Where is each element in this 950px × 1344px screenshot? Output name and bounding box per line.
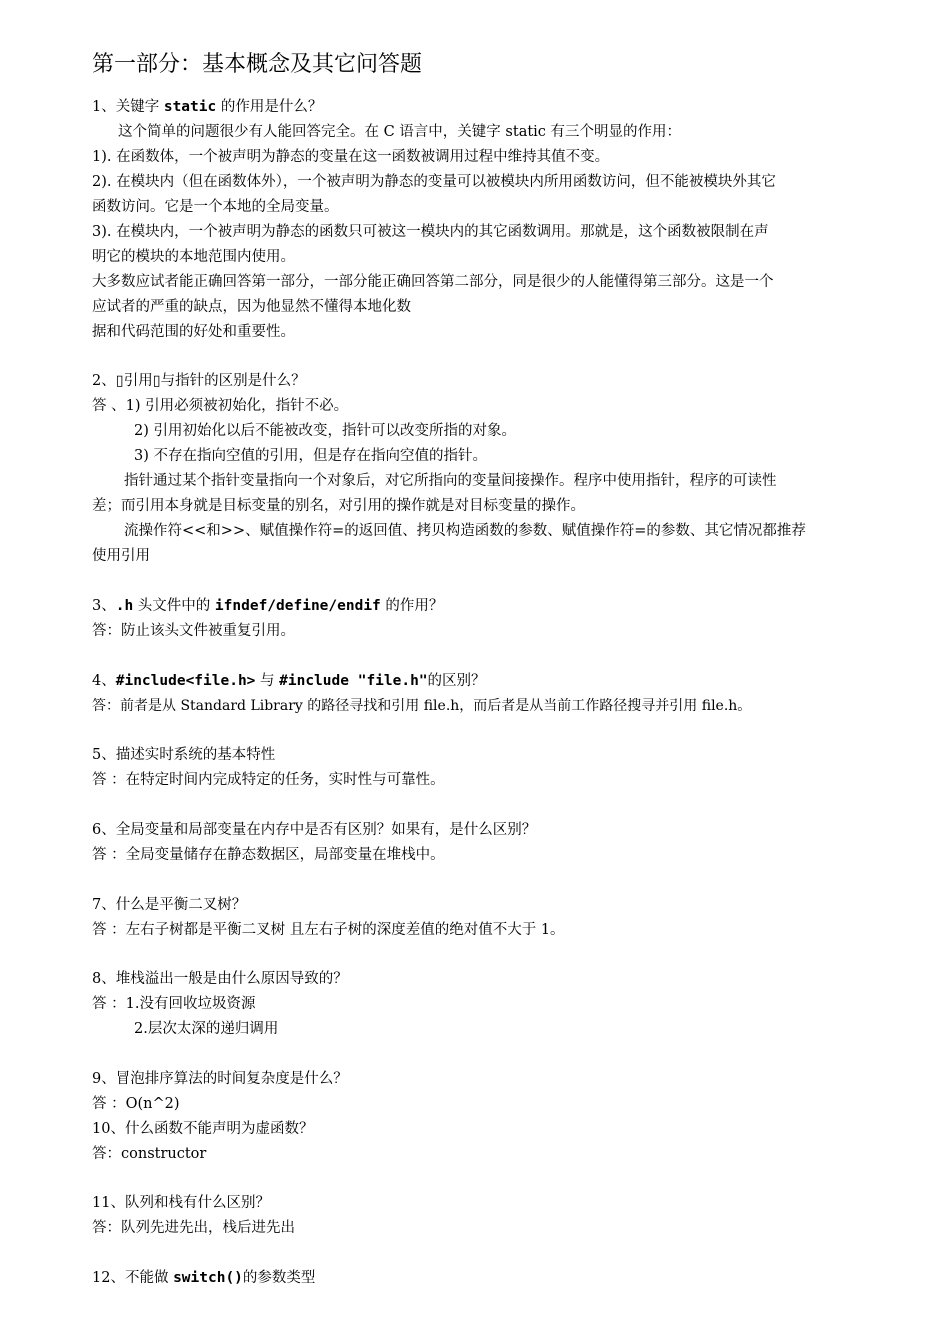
answer-line: 流操作符<<和>>、赋值操作符=的返回值、拷贝构造函数的参数、赋值操作符=的参数、其它情况都推荐 [124, 523, 806, 539]
question-10: 10、什么函数不能声明为虚函数？ [92, 1121, 314, 1137]
answer-line: 据和代码范围的好处和重要性。 [92, 324, 295, 340]
answer-line: 差；而引用本身就是目标变量的别名，对引用的操作就是对目标变量的操作。 [92, 498, 585, 514]
question-4 [92, 671, 486, 691]
question-9: 9、冒泡排序算法的时间复杂度是什么？ [92, 1071, 348, 1087]
answer-line: 答：constructor [92, 1146, 207, 1162]
q3-prefix: 3、 [92, 598, 116, 614]
q3-code-ifndef: ifndef/define/endif [214, 598, 381, 614]
question-5: 5、描述实时系统的基本特性 [92, 747, 276, 763]
answer-line: 答 ：在特定时间内完成特定的任务，实时性与可靠性。 [92, 772, 445, 788]
answer-line: 函数访问。它是一个本地的全局变量。 [92, 199, 339, 215]
question-11: 11、队列和栈有什么区别？ [92, 1195, 270, 1211]
q1-suffix: 的作用是什么？ [216, 99, 323, 115]
answer-line: 答 ：全局变量储存在静态数据区，局部变量在堆栈中。 [92, 847, 445, 863]
q12-code-switch: switch() [173, 1270, 243, 1286]
question-1 [92, 97, 322, 117]
answer-line: 3) 不存在指向空值的引用，但是存在指向空值的指针。 [134, 448, 487, 464]
answer-line: 答：前者是从 Standard Library 的路径寻找和引用 file.h，而后者是从当前工作路径搜寻并引用 file.h。 [92, 698, 752, 714]
answer-line: 2). 在模块内（但在函数体外），一个被声明为静态的变量可以被模块内所用函数访问，但不能被模块外其它 [92, 174, 776, 190]
question-7: 7、什么是平衡二叉树？ [92, 897, 247, 913]
answer-line: 大多数应试者能正确回答第一部分，一部分能正确回答第二部分，同是很少的人能懂得第三部分。这是一个 [92, 274, 774, 290]
question-6: 6、全局变量和局部变量在内存中是否有区别？如果有，是什么区别？ [92, 822, 537, 838]
answer-line: 2.层次太深的递归调用 [134, 1021, 279, 1037]
answer-line: 明它的模块的本地范围内使用。 [92, 249, 295, 265]
answer-line: 答 ：左右子树都是平衡二叉树 且左右子树的深度差值的绝对值不大于 1。 [92, 922, 565, 938]
q4-suffix: 的区别？ [427, 673, 486, 689]
q12-suffix: 的参数类型 [242, 1270, 316, 1286]
answer-line: 答 ：1.没有回收垃圾资源 [92, 996, 256, 1012]
question-3 [92, 596, 443, 616]
q4-prefix: 4、 [92, 673, 116, 689]
q3-mid: 头文件中的 [133, 598, 215, 614]
question-2: 2、▯引用▯与指针的区别是什么？ [92, 373, 306, 389]
answer-line: 指针通过某个指针变量指向一个对象后，对它所指向的变量间接操作。程序中使用指针，程序的可读性 [124, 473, 777, 489]
answer-line: 答 ：O(n^2) [92, 1096, 180, 1112]
question-8: 8、堆栈溢出一般是由什么原因导致的？ [92, 971, 348, 987]
answer-line: 1). 在函数体，一个被声明为静态的变量在这一函数被调用过程中维持其值不变。 [92, 149, 610, 165]
q4-code-angle: #include<file.h> [115, 673, 256, 689]
q1-prefix: 1、关键字 [92, 99, 164, 115]
question-12 [92, 1268, 315, 1288]
answer-line: 应试者的严重的缺点，因为他显然不懂得本地化数 [92, 299, 411, 315]
q4-code-quote: #include "file.h" [279, 673, 428, 689]
q12-prefix: 12、不能做 [92, 1270, 174, 1286]
q3-suffix: 的作用？ [380, 598, 444, 614]
page-title: 第一部分：基本概念及其它问答题 [92, 52, 423, 77]
answer-line: 2) 引用初始化以后不能被改变，指针可以改变所指的对象。 [134, 423, 516, 439]
answer-line: 这个简单的问题很少有人能回答完全。在 C 语言中，关键字 static 有三个明显的作用： [118, 124, 682, 140]
answer-line: 答：防止该头文件被重复引用。 [92, 623, 295, 639]
answer-line: 使用引用 [92, 548, 150, 564]
q3-code-h: .h [115, 598, 134, 614]
q1-keyword: static [163, 99, 217, 115]
answer-line: 3). 在模块内，一个被声明为静态的函数只可被这一模块内的其它函数调用。那就是，这个函数被限制在声 [92, 224, 769, 240]
q4-mid: 与 [255, 673, 280, 689]
answer-line: 答：队列先进先出，栈后进先出 [92, 1220, 295, 1236]
answer-line: 答 、1) 引用必须被初始化，指针不必。 [92, 398, 349, 414]
